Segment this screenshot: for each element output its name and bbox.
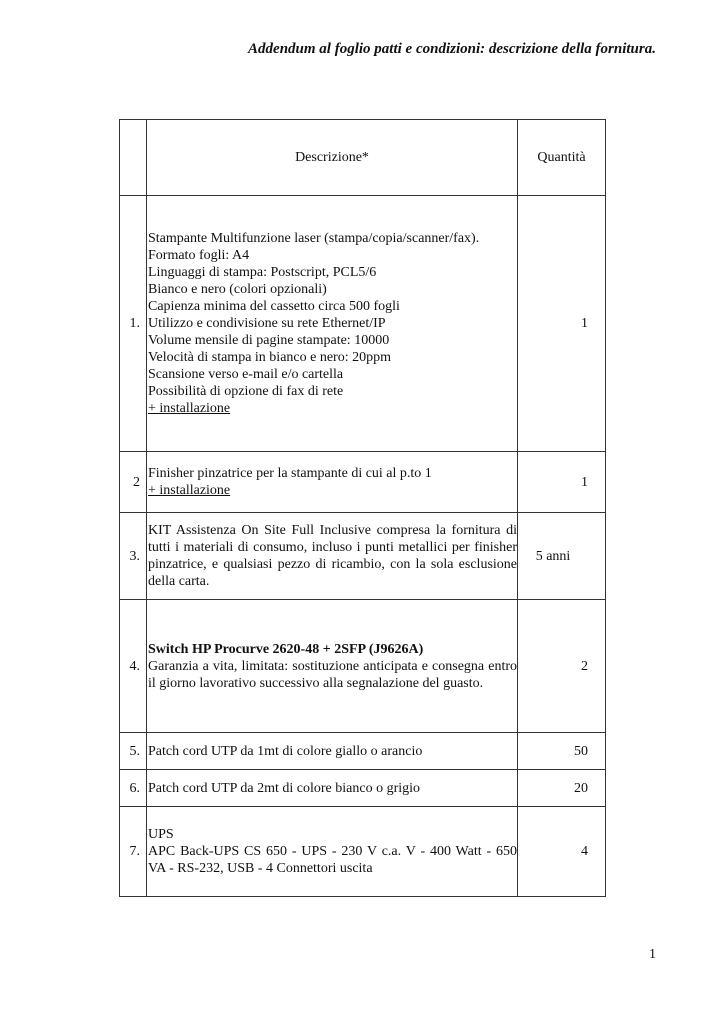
description-line: Possibilità di opzione di fax di rete xyxy=(148,384,344,399)
installation-note: + installazione xyxy=(148,401,231,416)
description-line: Finisher pinzatrice per la stampante di cui al p.to 1 xyxy=(148,466,432,481)
table-row xyxy=(120,600,606,733)
row-quantity: 20 xyxy=(518,770,606,807)
header-quantity: Quantità xyxy=(518,120,606,196)
description-line: Utilizzo e condivisione su rete Ethernet/IP xyxy=(148,316,386,331)
table-row xyxy=(120,513,606,600)
header-num-cell xyxy=(120,120,147,196)
table-header-row xyxy=(120,120,606,196)
description-line: Velocità di stampa in bianco e nero: 20ppm xyxy=(148,350,391,365)
row-quantity: 50 xyxy=(518,733,606,770)
row-quantity: 1 xyxy=(518,196,606,452)
row-number: 4. xyxy=(120,600,147,733)
row-description xyxy=(147,600,518,733)
description-line: Formato fogli: A4 xyxy=(148,248,250,263)
row-description: Patch cord UTP da 1mt di colore giallo o arancio xyxy=(147,733,518,770)
row-number: 5. xyxy=(120,733,147,770)
description-text: Garanzia a vita, limitata: sostituzione anticipata e consegna entro il giorno lavorativo successivo alla segnalazione del guasto. xyxy=(148,658,517,691)
row-quantity: 5 anni xyxy=(518,513,606,600)
row-description xyxy=(147,196,518,452)
description-line: Stampante Multifunzione laser (stampa/copia/scanner/fax). xyxy=(148,231,480,246)
row-number: 3. xyxy=(120,513,147,600)
row-number: 2 xyxy=(120,452,147,513)
row-description: KIT Assistenza On Site Full Inclusive compresa la fornitura di tutti i materiali di consumo, incluso i punti metallici per finisher pinzatrice, e qualsiasi pezzo di ricambio, con la sola esclusione della carta. xyxy=(147,513,518,600)
row-quantity: 1 xyxy=(518,452,606,513)
header-description: Descrizione* xyxy=(147,120,518,196)
table-row xyxy=(120,196,606,452)
row-number: 7. xyxy=(120,807,147,897)
row-description xyxy=(147,452,518,513)
row-number: 6. xyxy=(120,770,147,807)
description-line: Capienza minima del cassetto circa 500 fogli xyxy=(148,299,400,314)
row-quantity: 4 xyxy=(518,807,606,897)
row-quantity: 2 xyxy=(518,600,606,733)
description-text: APC Back-UPS CS 650 - UPS - 230 V c.a. V - 400 Watt - 650 VA - RS-232, USB - 4 Connettori uscita xyxy=(148,844,517,876)
description-line: Scansione verso e-mail e/o cartella xyxy=(148,367,344,382)
description-line: UPS xyxy=(148,827,174,842)
page-header-title: Addendum al foglio patti e condizioni: descrizione della fornitura. xyxy=(248,41,656,57)
installation-note: + installazione xyxy=(148,483,231,498)
row-description: Patch cord UTP da 2mt di colore bianco o grigio xyxy=(147,770,518,807)
table-row xyxy=(120,452,606,513)
product-title: Switch HP Procurve 2620-48 + 2SFP (J9626A) xyxy=(148,641,424,657)
description-line: Linguaggi di stampa: Postscript, PCL5/6 xyxy=(148,265,377,280)
table-row xyxy=(120,770,606,807)
description-line: Bianco e nero (colori opzionali) xyxy=(148,282,327,297)
table-row xyxy=(120,807,606,897)
description-line: Volume mensile di pagine stampate: 10000 xyxy=(148,333,390,348)
table-row xyxy=(120,733,606,770)
page-number: 1 xyxy=(649,947,656,962)
row-number: 1. xyxy=(120,196,147,452)
row-description xyxy=(147,807,518,897)
supply-table xyxy=(119,119,606,897)
